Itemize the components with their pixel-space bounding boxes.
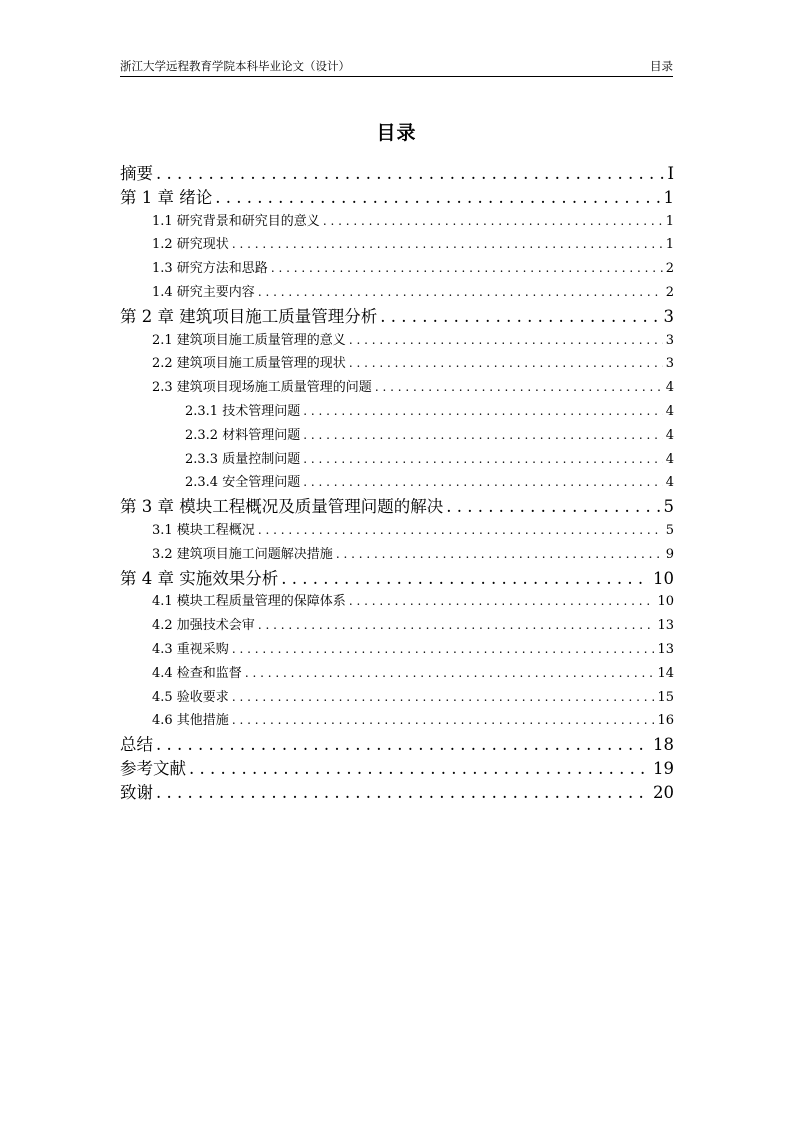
toc-dot-leader: [303, 448, 663, 472]
toc-entry-label: 总结: [120, 735, 153, 755]
toc-dot-leader: [303, 424, 663, 448]
toc-entry-label: 4.1 模块工程质量管理的保障体系: [152, 594, 346, 610]
toc-entry-label: 第 1 章 绪论: [120, 187, 213, 207]
toc-entry-page-number: 16: [657, 713, 674, 729]
toc-entry-label: 第 3 章 模块工程概况及质量管理问题的解决: [120, 497, 444, 517]
toc-entry-label: 摘要: [120, 164, 153, 183]
toc-entry-label: 1.4 研究主要内容: [152, 284, 255, 300]
toc-dot-leader: [156, 733, 650, 757]
header-section-name: 目录: [650, 59, 673, 73]
page-header: [120, 58, 673, 77]
toc-entry-page-number: 3: [665, 356, 674, 372]
toc-dot-leader: [281, 567, 650, 591]
toc-entry-label: 3.1 模块工程概况: [152, 522, 255, 538]
toc-entry[interactable]: [120, 662, 674, 686]
toc-entry-label: 2.3.3 质量控制问题: [185, 451, 301, 467]
toc-entry-page-number: 15: [657, 689, 674, 705]
toc-entry[interactable]: [120, 686, 674, 710]
toc-dot-leader: [271, 257, 663, 281]
toc-entry[interactable]: [120, 781, 674, 805]
toc-entry[interactable]: [120, 329, 674, 353]
toc-entry[interactable]: [120, 733, 674, 757]
toc-entry-label: 4.3 重视采购: [152, 641, 229, 657]
toc-entry-page-number: 1: [665, 237, 674, 253]
toc-entry[interactable]: [120, 186, 674, 210]
toc-entry-page-number: 10: [657, 594, 674, 610]
toc-dot-leader: [258, 281, 663, 305]
toc-entry-label: 2.3.1 技术管理问题: [185, 403, 301, 419]
toc-dot-leader: [349, 590, 655, 614]
toc-entry-page-number: 4: [665, 403, 674, 419]
toc-dot-leader: [156, 781, 650, 805]
toc-entry-label: 2.3 建筑项目现场施工质量管理的问题: [152, 380, 372, 396]
toc-entry-page-number: I: [667, 164, 674, 183]
toc-entry-page-number: 4: [665, 475, 674, 491]
toc-entry[interactable]: [120, 543, 674, 567]
toc-dot-leader: [232, 638, 655, 662]
toc-dot-leader: [215, 186, 660, 210]
toc-entry-label: 4.5 验收要求: [152, 689, 229, 705]
toc-dot-leader: [380, 305, 660, 329]
toc-entry-page-number: 4: [665, 427, 674, 443]
toc-entry-label: 1.2 研究现状: [152, 237, 229, 253]
toc-entry-page-number: 1: [665, 213, 674, 229]
toc-entry[interactable]: [120, 448, 674, 472]
toc-entry-page-number: 5: [663, 497, 674, 517]
toc-entry[interactable]: [120, 709, 674, 733]
toc-dot-leader: [349, 352, 663, 376]
toc-entry-label: 第 2 章 建筑项目施工质量管理分析: [120, 306, 378, 326]
toc-entry-page-number: 13: [657, 618, 674, 634]
toc-entry[interactable]: [120, 400, 674, 424]
toc-entry[interactable]: [120, 495, 674, 519]
toc-entry[interactable]: [120, 590, 674, 614]
toc-entry-page-number: 3: [665, 332, 674, 348]
toc-entry-label: 2.1 建筑项目施工质量管理的意义: [152, 332, 346, 348]
toc-dot-leader: [323, 210, 663, 234]
toc-dot-leader: [303, 400, 663, 424]
toc-entry-label: 参考文献: [120, 758, 186, 778]
toc-entry-page-number: 14: [657, 665, 674, 681]
toc-dot-leader: [232, 233, 663, 257]
toc-entry-label: 3.2 建筑项目施工问题解决措施: [152, 546, 333, 562]
toc-dot-leader: [336, 543, 663, 567]
toc-entry[interactable]: [120, 519, 674, 543]
toc-dot-leader: [189, 757, 650, 781]
toc-entry-page-number: 19: [653, 758, 674, 778]
toc-entry-label: 2.2 建筑项目施工质量管理的现状: [152, 356, 346, 372]
toc-entry-page-number: 5: [665, 522, 674, 538]
toc-entry-label: 2.3.4 安全管理问题: [185, 475, 301, 491]
toc-dot-leader: [245, 662, 655, 686]
toc-entry-label: 1.3 研究方法和思路: [152, 261, 268, 277]
toc-entry-label: 4.2 加强技术会审: [152, 618, 255, 634]
toc-entry[interactable]: [120, 471, 674, 495]
toc-dot-leader: [232, 686, 655, 710]
toc-entry[interactable]: [120, 567, 674, 591]
table-of-contents: [120, 162, 674, 805]
toc-dot-leader: [375, 376, 663, 400]
toc-entry-page-number: 1: [663, 187, 674, 207]
toc-entry-page-number: 9: [665, 546, 674, 562]
toc-entry[interactable]: [120, 162, 674, 186]
toc-entry[interactable]: [120, 614, 674, 638]
toc-entry-label: 第 4 章 实施效果分析: [120, 568, 279, 588]
page-title: 目录: [376, 122, 417, 144]
toc-entry[interactable]: [120, 638, 674, 662]
toc-entry[interactable]: [120, 376, 674, 400]
toc-entry-page-number: 18: [653, 735, 674, 755]
toc-entry-page-number: 20: [653, 782, 674, 802]
toc-entry[interactable]: [120, 424, 674, 448]
toc-entry[interactable]: [120, 352, 674, 376]
toc-dot-leader: [349, 329, 663, 353]
toc-dot-leader: [258, 519, 663, 543]
toc-entry-label: 致谢: [120, 782, 153, 802]
toc-entry[interactable]: [120, 233, 674, 257]
toc-dot-leader: [258, 614, 655, 638]
toc-entry-label: 1.1 研究背景和研究目的意义: [152, 213, 320, 229]
toc-entry-page-number: 3: [663, 306, 674, 326]
toc-entry-label: 4.6 其他措施: [152, 713, 229, 729]
toc-entry[interactable]: [120, 210, 674, 234]
toc-entry[interactable]: [120, 257, 674, 281]
toc-dot-leader: [446, 495, 660, 519]
toc-entry-page-number: 13: [657, 641, 674, 657]
toc-dot-leader: [232, 709, 655, 733]
toc-entry[interactable]: [120, 757, 674, 781]
toc-entry[interactable]: [120, 305, 674, 329]
toc-entry[interactable]: [120, 281, 674, 305]
toc-entry-page-number: 10: [653, 568, 674, 588]
toc-entry-page-number: 2: [665, 261, 674, 277]
header-document-title: 浙江大学远程教育学院本科毕业论文（设计）: [120, 59, 350, 73]
toc-entry-page-number: 4: [665, 380, 674, 396]
toc-entry-label: 4.4 检查和监督: [152, 665, 242, 681]
toc-dot-leader: [303, 471, 663, 495]
toc-dot-leader: [156, 162, 664, 186]
toc-entry-page-number: 4: [665, 451, 674, 467]
toc-entry-label: 2.3.2 材料管理问题: [185, 427, 301, 443]
toc-entry-page-number: 2: [665, 284, 674, 300]
